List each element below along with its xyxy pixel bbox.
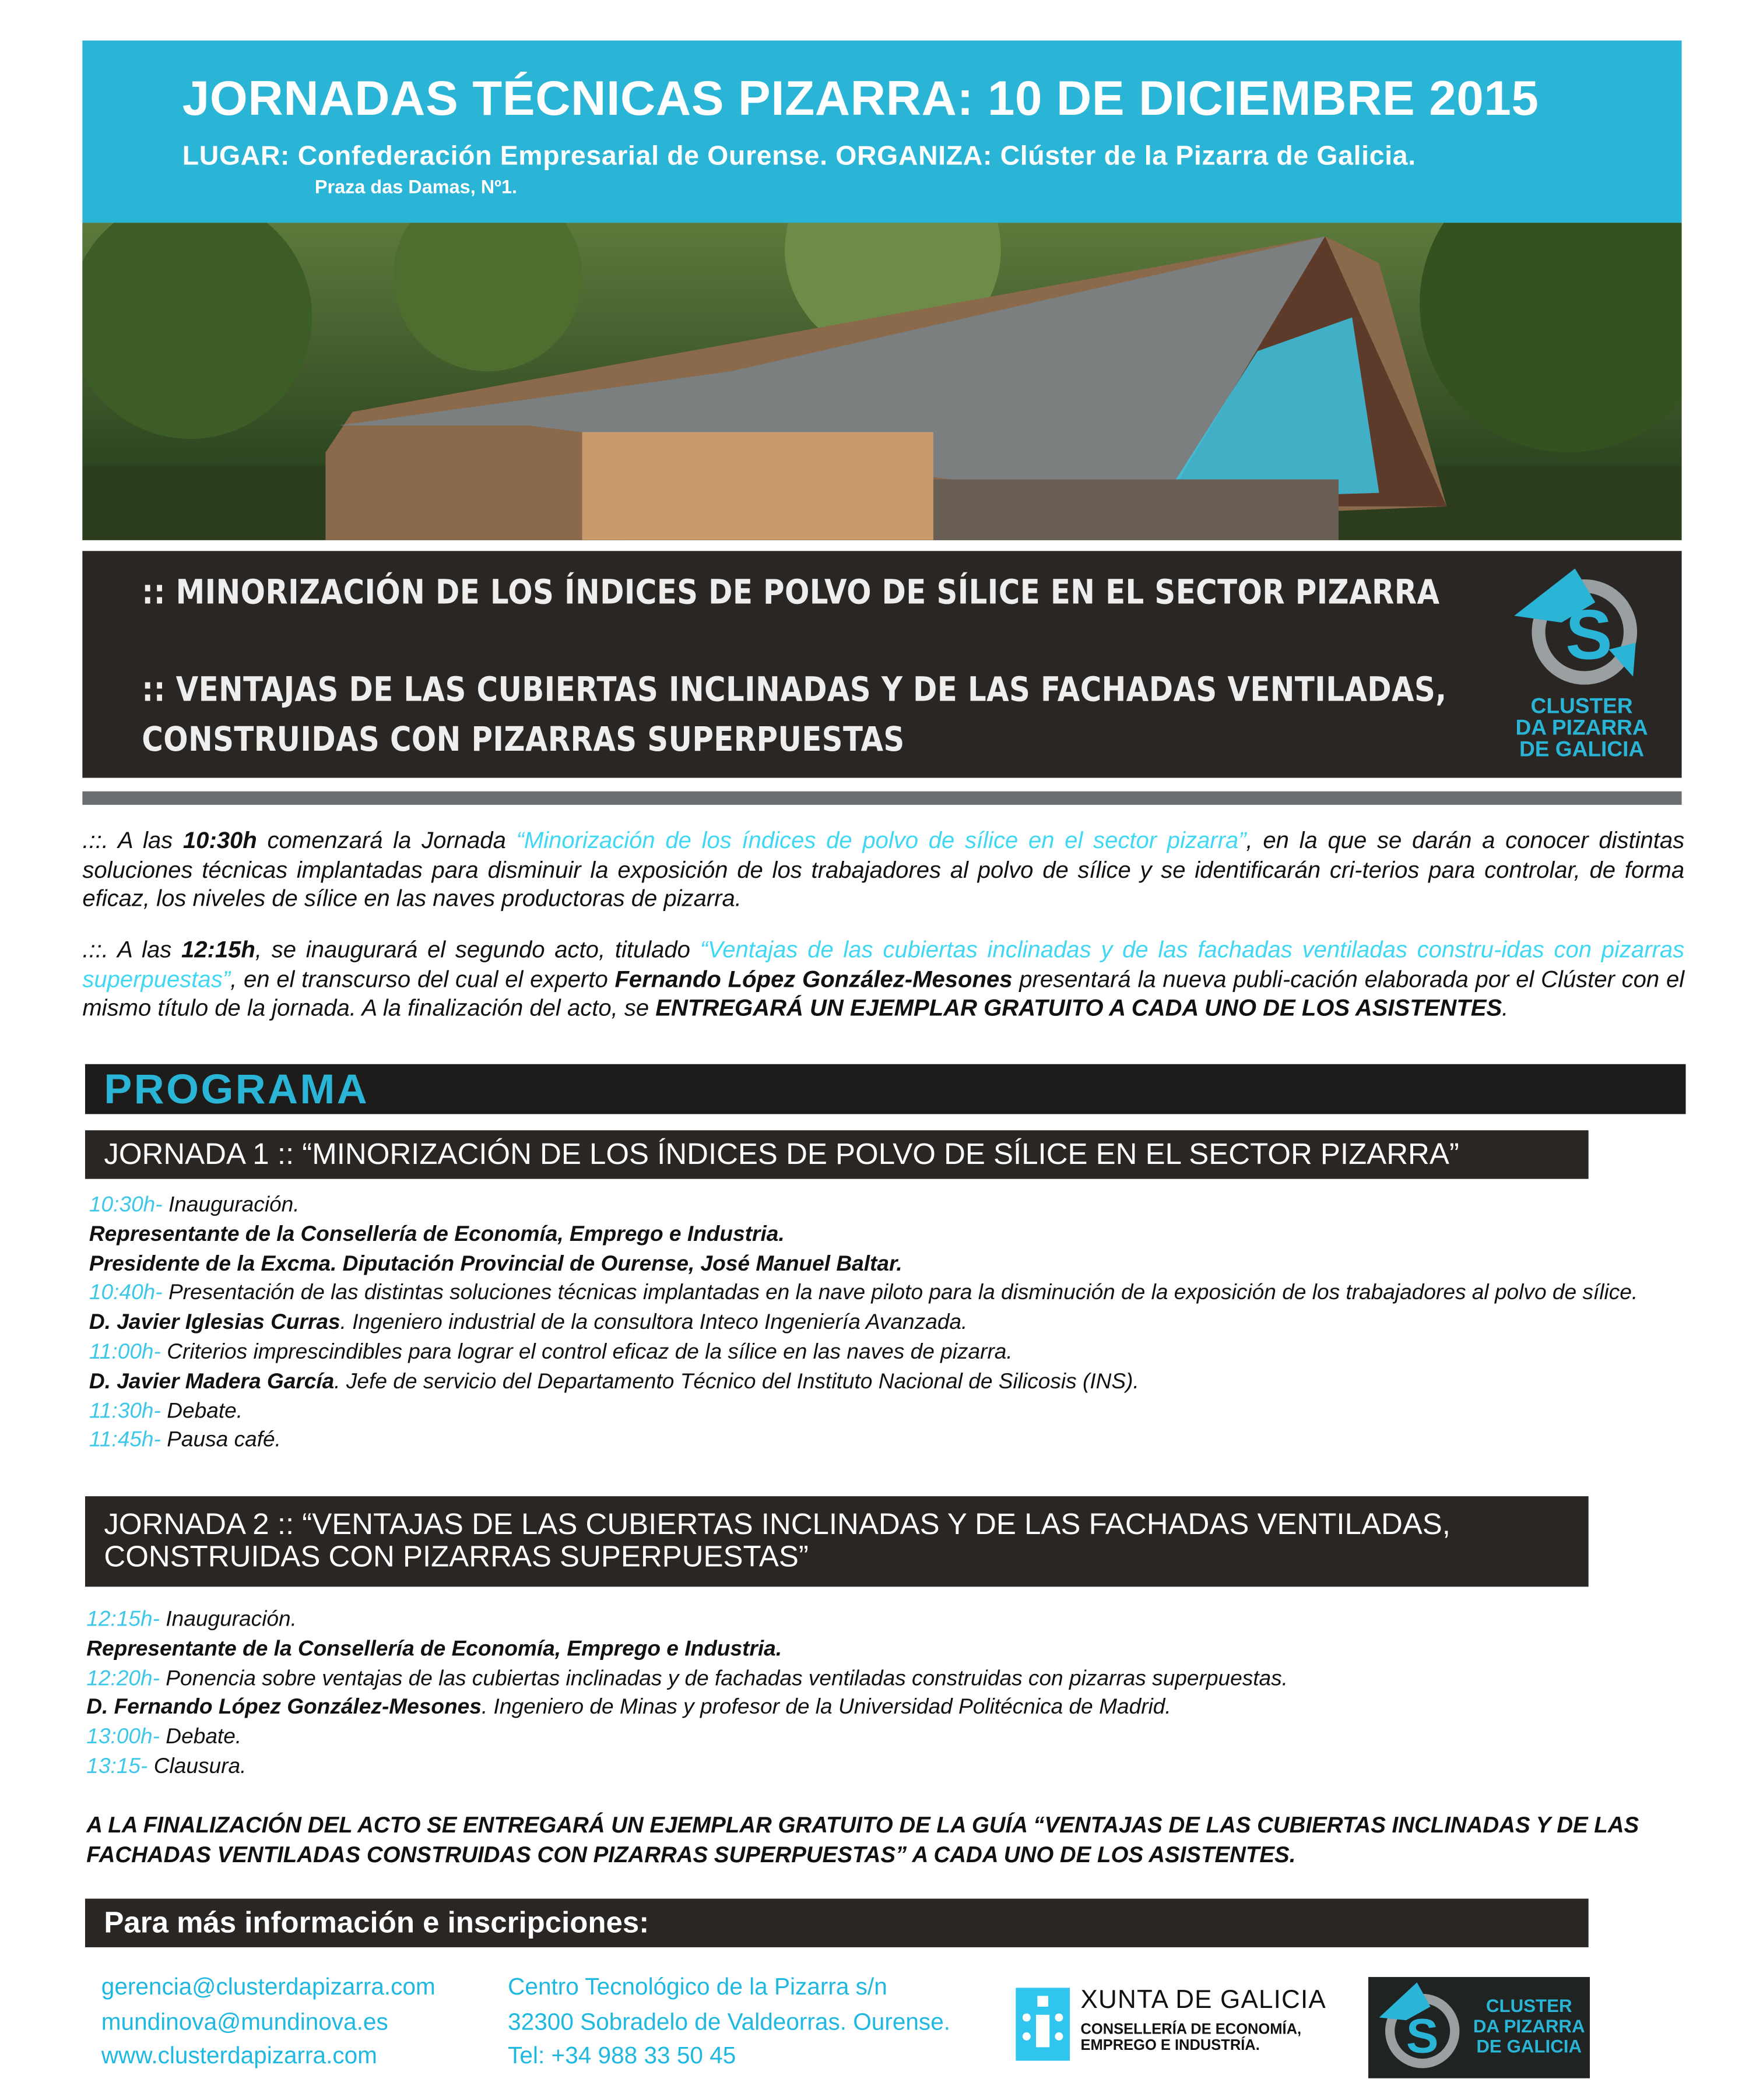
schedule-text: Clausura. xyxy=(147,1755,247,1779)
schedule-text: Inauguración. xyxy=(162,1194,300,1217)
schedule-text: Criterios imprescindibles para lograr el control eficaz de la sílice en las naves de pizarra. xyxy=(160,1341,1013,1364)
building-photo xyxy=(82,223,1681,540)
info-heading: Para más información e inscripciones: xyxy=(85,1899,1589,1947)
logo-text: DE GALICIA xyxy=(1519,738,1645,762)
schedule-item xyxy=(89,1191,1697,1221)
topic-1: :: MINORIZACIÓN DE LOS ÍNDICES DE POLVO DE SÍLICE EN EL SECTOR PIZARRA xyxy=(142,572,1440,612)
intro-paragraph-2: .::. A las 12:15h, se inaugurará el segundo acto, titulado “Ventajas de las cubiertas inclinadas y de las fachadas ventiladas constru-idas con pizarras superpuestas”, en el transcurso del cual el experto Fernando López González-Mesones presentará la nueva publi-cación elaborada por el Clúster con el mismo título de la jornada. A la finalización del acto, se ENTREGARÁ UN EJEMPLAR GRATUITO A CADA UNO DE LOS ASISTENTES. xyxy=(82,935,1685,1021)
speaker-name: Representante de la Consellería de Economía, Emprego e Industria. xyxy=(89,1223,785,1247)
schedule-time: 10:30h- xyxy=(89,1194,163,1217)
header-banner xyxy=(82,41,1681,223)
topic-2-cont: CONSTRUIDAS CON PIZARRAS SUPERPUESTAS xyxy=(142,719,905,759)
schedule-item xyxy=(86,1723,1694,1753)
event-address: Praza das Damas, Nº1. xyxy=(314,175,518,198)
email-link[interactable]: gerencia@clusterdapizarra.com xyxy=(101,1972,436,2000)
xunta-logo: XUNTA DE GALICIA CONSELLERÍA DE ECONOMÍA, EMPREGO E INDUSTRÍA. xyxy=(1080,1986,1326,2055)
logo-text: CLUSTER xyxy=(1530,695,1633,719)
jornada-2-schedule xyxy=(86,1606,1694,1782)
schedule-item xyxy=(89,1220,1697,1250)
schedule-item xyxy=(89,1309,1697,1339)
schedule-time: 13:15- xyxy=(86,1755,148,1779)
schedule-text: Pausa café. xyxy=(160,1429,281,1452)
schedule-text: Inauguración. xyxy=(160,1608,297,1631)
schedule-item xyxy=(89,1338,1697,1368)
svg-text:S: S xyxy=(1406,2008,1439,2063)
contact-address: Centro Tecnológico de la Pizarra s/n 32300 Sobradelo de Valdeorras. Ourense. Tel: +34 988 33 50 45 xyxy=(508,1972,951,2069)
jornada-1-schedule xyxy=(89,1191,1697,1457)
speaker-name: D. Javier Iglesias Curras xyxy=(89,1311,340,1335)
schedule-item xyxy=(89,1397,1697,1427)
cluster-logo-icon xyxy=(1501,562,1663,690)
schedule-time: 11:00h- xyxy=(89,1341,161,1364)
schedule-text: Ponencia sobre ventajas de las cubiertas inclinadas y de fachadas ventiladas construidas con pizarras superpuestas. xyxy=(160,1667,1288,1690)
schedule-item xyxy=(86,1665,1694,1694)
contact-emails xyxy=(101,1970,436,2073)
speaker-name: Representante de la Consellería de Economía, Emprego e Industria. xyxy=(86,1637,782,1661)
speaker-name: D. Javier Madera García xyxy=(89,1370,335,1394)
schedule-time: 12:15h- xyxy=(86,1608,160,1631)
schedule-time: 13:00h- xyxy=(86,1726,160,1749)
schedule-text: . Jefe de servicio del Departamento Técnico del Instituto Nacional de Silicosis (INS). xyxy=(334,1370,1139,1394)
xunta-shield-icon xyxy=(1016,1988,1070,2060)
programa-heading: PROGRAMA xyxy=(85,1064,1686,1114)
svg-text:S: S xyxy=(1565,595,1613,674)
cluster-logo xyxy=(1501,562,1663,762)
speaker-name: D. Fernando López González-Mesones xyxy=(86,1696,482,1720)
schedule-text: Presentación de las distintas soluciones técnicas implantadas en la nave piloto para la disminución de la exposición de los trabajadores al polvo de sílice. xyxy=(162,1282,1638,1306)
schedule-text: Debate. xyxy=(160,1399,243,1423)
topic-2: :: VENTAJAS DE LAS CUBIERTAS INCLINADAS Y DE LAS FACHADAS VENTILADAS, xyxy=(142,670,1447,709)
schedule-item xyxy=(86,1635,1694,1665)
jornada-1-heading: JORNADA 1 :: “MINORIZACIÓN DE LOS ÍNDICES DE POLVO DE SÍLICE EN EL SECTOR PIZARRA” xyxy=(85,1130,1589,1179)
speaker-name: Presidente de la Excma. Diputación Provincial de Ourense, José Manuel Baltar. xyxy=(89,1253,902,1276)
schedule-item xyxy=(86,1606,1694,1635)
schedule-text: . Ingeniero de Minas y profesor de la Universidad Politécnica de Madrid. xyxy=(481,1696,1171,1720)
event-subtitle: LUGAR: Confederación Empresarial de Ourense. ORGANIZA: Clúster de la Pizarra de Galicia. xyxy=(182,142,1416,172)
schedule-item xyxy=(89,1250,1697,1280)
schedule-text: . Ingeniero industrial de la consultora Inteco Ingeniería Avanzada. xyxy=(340,1311,968,1335)
final-note: A LA FINALIZACIÓN DEL ACTO SE ENTREGARÁ UN EJEMPLAR GRATUITO DE LA GUÍA “VENTAJAS DE LAS CUBIERTAS INCLINADAS Y DE LAS FACHADAS VENTILADAS CONSTRUIDAS CON PIZARRAS SUPERPUESTAS” A CADA UNO DE LOS ASISTENTES. xyxy=(86,1812,1639,1868)
intro-paragraph-1: .::. A las 10:30h comenzará la Jornada “Minorización de los índices de polvo de sílice en el sector pizarra”, en la que se darán a conocer distintas soluciones técnicas implantadas para disminuir la exposición de los trabajadores al polvo de sílice y se identificarán cri-terios para controlar, de forma eficaz, los niveles de sílice en las naves productoras de pizarra. xyxy=(82,826,1685,912)
cluster-logo-icon xyxy=(1371,1977,1466,2078)
schedule-time: 11:45h- xyxy=(89,1429,161,1452)
schedule-item xyxy=(89,1427,1697,1457)
logo-text: DE GALICIA xyxy=(1476,2036,1582,2057)
event-title: JORNADAS TÉCNICAS PIZARRA: 10 DE DICIEMBRE 2015 xyxy=(182,70,1539,126)
logo-text: CLUSTER xyxy=(1485,1996,1572,2017)
topics-banner xyxy=(82,551,1681,778)
schedule-time: 12:20h- xyxy=(86,1667,160,1690)
schedule-text: Debate. xyxy=(160,1726,242,1749)
email-link[interactable]: mundinova@mundinova.es xyxy=(101,2007,388,2035)
website-link[interactable]: www.clusterdapizarra.com xyxy=(101,2042,377,2069)
jornada-2-heading: JORNADA 2 :: “VENTAJAS DE LAS CUBIERTAS INCLINADAS Y DE LAS FACHADAS VENTILADAS, CONSTRUIDAS CON PIZARRAS SUPERPUESTAS” xyxy=(85,1496,1589,1587)
schedule-item xyxy=(86,1753,1694,1782)
schedule-time: 10:40h- xyxy=(89,1282,163,1306)
schedule-item xyxy=(89,1279,1697,1309)
cluster-logo-footer xyxy=(1368,1977,1590,2078)
logo-text: DA PIZARRA xyxy=(1473,2016,1585,2036)
schedule-time: 11:30h- xyxy=(89,1399,161,1423)
divider xyxy=(82,792,1681,805)
logo-text: DA PIZARRA xyxy=(1515,717,1648,740)
schedule-item xyxy=(86,1694,1694,1723)
schedule-item xyxy=(89,1368,1697,1398)
